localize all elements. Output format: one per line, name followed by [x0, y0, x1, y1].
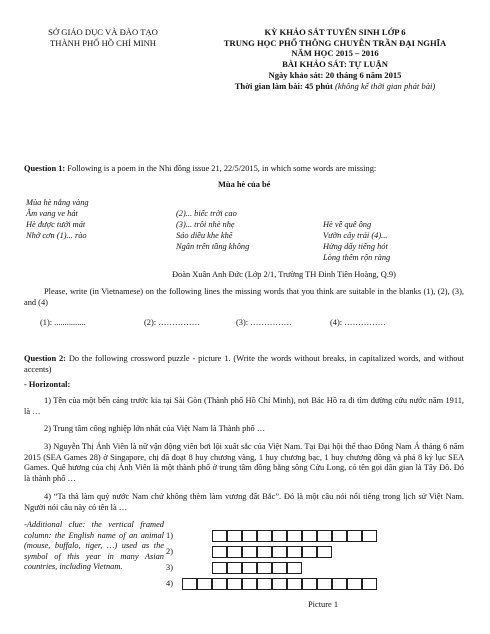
q2-intro-text: Do the following crossword puzzle - picture 1. (Write the words without breaks, in capitalized words, and without accents): [24, 354, 464, 374]
crossword-cell[interactable]: [362, 530, 377, 542]
crossword-cell[interactable]: [242, 562, 257, 574]
clue-4: 4) “Ta thà làm quỷ nước Nam chứ không thèm làm vương đất Bắc”. Đó là một câu nói nổi tiếng trong lịch sử Việt Nam. Người nói câu này có tên là …: [24, 492, 464, 512]
crossword-cell[interactable]: [257, 530, 272, 542]
crossword-cell[interactable]: [302, 578, 317, 590]
crossword-cell[interactable]: [362, 578, 377, 590]
crossword-cell[interactable]: [242, 578, 257, 590]
blank-1[interactable]: (1): ...............: [40, 318, 86, 327]
poem-line: Hè về quê ông: [323, 220, 372, 229]
poem-line: Lòng thêm rộn ràng: [323, 253, 391, 262]
q1-intro-text: Following is a poem in the Nhi đồng issue 21, 22/5/2015, in which some words are missing:: [67, 164, 377, 173]
blank-4[interactable]: (4): ……………: [330, 318, 387, 327]
crossword-cell[interactable]: [347, 530, 362, 542]
clue-1: 1) Tên của một bến cảng trước kia tại Sài Gòn (Thành phố Hồ Chí Minh), nơi Bác Hồ ra đi tìm đường cứu nước năm 1911, là …: [24, 396, 464, 416]
q1-label: Question 1:: [24, 164, 66, 173]
crossword-cell[interactable]: [212, 546, 227, 558]
poem-line: Mùa hè nắng vàng: [26, 198, 89, 207]
crossword-cell[interactable]: [272, 530, 287, 542]
crossword-cell[interactable]: [227, 578, 242, 590]
q2-label: Question 2:: [24, 354, 66, 363]
row-label-4: 4): [166, 579, 173, 588]
crossword-cell[interactable]: [347, 578, 362, 590]
crossword-cell[interactable]: [272, 562, 287, 574]
poem-line: Âm vang ve hát: [26, 209, 78, 218]
crossword-cell[interactable]: [287, 530, 302, 542]
header-right: [190, 27, 480, 91]
poem-author: Đoàn Xuân Anh Đức (Lớp 2/1, Trường TH Đinh Tiên Hoàng, Q.9): [172, 270, 396, 279]
poem-col-1: [26, 197, 89, 241]
row-label-2: 2): [166, 547, 173, 556]
crossword-cell[interactable]: [332, 578, 347, 590]
poem-line: Vườn cây trái (4)...: [323, 231, 388, 240]
crossword-cell[interactable]: [332, 530, 347, 542]
paper-type: BÀI KHẢO SÁT: TỰ LUẬN: [282, 59, 388, 70]
crossword-cell[interactable]: [227, 546, 242, 558]
horizontal-heading: - Horizontal:: [24, 380, 71, 389]
crossword-cell[interactable]: [257, 546, 272, 558]
exam-title: KỲ KHẢO SÁT TUYỂN SINH LỚP 6: [264, 27, 406, 37]
crossword-cell[interactable]: [242, 546, 257, 558]
crossword-cell[interactable]: [317, 530, 332, 542]
poem-line: Nhớ cơn (1)... rào: [26, 231, 87, 240]
row-label-1: 1): [166, 531, 173, 540]
q2-intro: [24, 354, 464, 375]
q1-instruction: Please, write (in Vietnamese) on the following lines the missing words that you think are suitable in the blanks (1), (2), (3), and (4): [24, 287, 464, 307]
clue-3: 3) Nguyễn Thị Ánh Viên là nữ vận động viên bơi lội xuất sắc của Việt Nam. Tại Đại hội thể thao Đông Nam Á tháng 6 năm 2015 (SEA Games 28) ở Singapore, chị đã đoạt 8 huy chương vàng, 1 huy chương bạc, 1 huy chương đồng và phá 8 kỷ lục SEA Games. Quê hương của chị Ánh Viên là một thành phố ở trung tâm đồng bằng sông Cửu Long, có tên gọi dân gian là Tây Đô. Đó là thành phố …: [24, 442, 464, 483]
poem-line: Ngân trên tầng không: [176, 242, 250, 251]
crossword-cell[interactable]: [227, 530, 242, 542]
header-left: [18, 27, 188, 48]
clue-2: 2) Trung tâm công nghiệp lớn nhất của Việt Nam là Thành phố …: [44, 424, 266, 433]
blank-3[interactable]: (3): ……………: [236, 318, 293, 327]
crossword-cell[interactable]: [257, 562, 272, 574]
crossword-cell[interactable]: [257, 578, 272, 590]
crossword-cell[interactable]: [182, 578, 197, 590]
crossword-cell[interactable]: [242, 530, 257, 542]
poem-col-3: [323, 219, 390, 263]
crossword-cell[interactable]: [212, 530, 227, 542]
picture-caption: Picture 1: [308, 600, 339, 609]
poem-line: Hè được tưới mát: [26, 220, 86, 229]
q1-intro: [24, 164, 376, 175]
crossword-cell[interactable]: [212, 562, 227, 574]
crossword-cell[interactable]: [317, 546, 332, 558]
city-name: THÀNH PHỐ HỒ CHÍ MINH: [50, 37, 156, 48]
crossword-cell[interactable]: [197, 578, 212, 590]
crossword-cell[interactable]: [302, 546, 317, 558]
crossword-cell[interactable]: [317, 578, 332, 590]
crossword-cell[interactable]: [287, 546, 302, 558]
poem-line: Sáo diều khe khẽ: [176, 231, 233, 240]
additional-clue: -Additional clue: the vertical framed column: the English name of an animal (mouse, buffalo, tiger, …) used as the symbol of this year in many Asian countries, including Vietnam.: [24, 520, 164, 571]
crossword-cell[interactable]: [302, 530, 317, 542]
school-year: NĂM HỌC 2015 – 2016: [291, 48, 379, 59]
poem-line: (3)... trôi nhè nhẹ: [176, 220, 235, 229]
poem-title: Mùa hè của bé: [218, 180, 271, 189]
row-label-3: 3): [166, 563, 173, 572]
crossword-cell[interactable]: [212, 578, 227, 590]
crossword-cell[interactable]: [287, 562, 302, 574]
exam-date: Ngày khảo sát: 20 tháng 6 năm 2015: [268, 69, 402, 80]
crossword-cell[interactable]: [272, 578, 287, 590]
crossword-cell[interactable]: [272, 546, 287, 558]
exam-duration: [190, 81, 480, 92]
duration-text: Thời gian làm bài: 45 phút: [234, 80, 333, 91]
crossword-cell[interactable]: [227, 562, 242, 574]
department-name: SỞ GIÁO DỤC VÀ ĐÀO TẠO: [48, 27, 158, 37]
poem-line: Hửng dấy tiếng hót: [323, 242, 388, 251]
school-name: TRUNG HỌC PHỔ THÔNG CHUYÊN TRẦN ĐẠI NGHĨA: [223, 37, 447, 48]
poem-col-2: [176, 208, 249, 252]
duration-note: (không kể thời gian phát bài): [334, 80, 436, 91]
blank-2[interactable]: (2): ……………: [144, 318, 201, 327]
crossword-cell[interactable]: [287, 578, 302, 590]
poem-line: (2)... biếc trời cao: [176, 209, 237, 218]
